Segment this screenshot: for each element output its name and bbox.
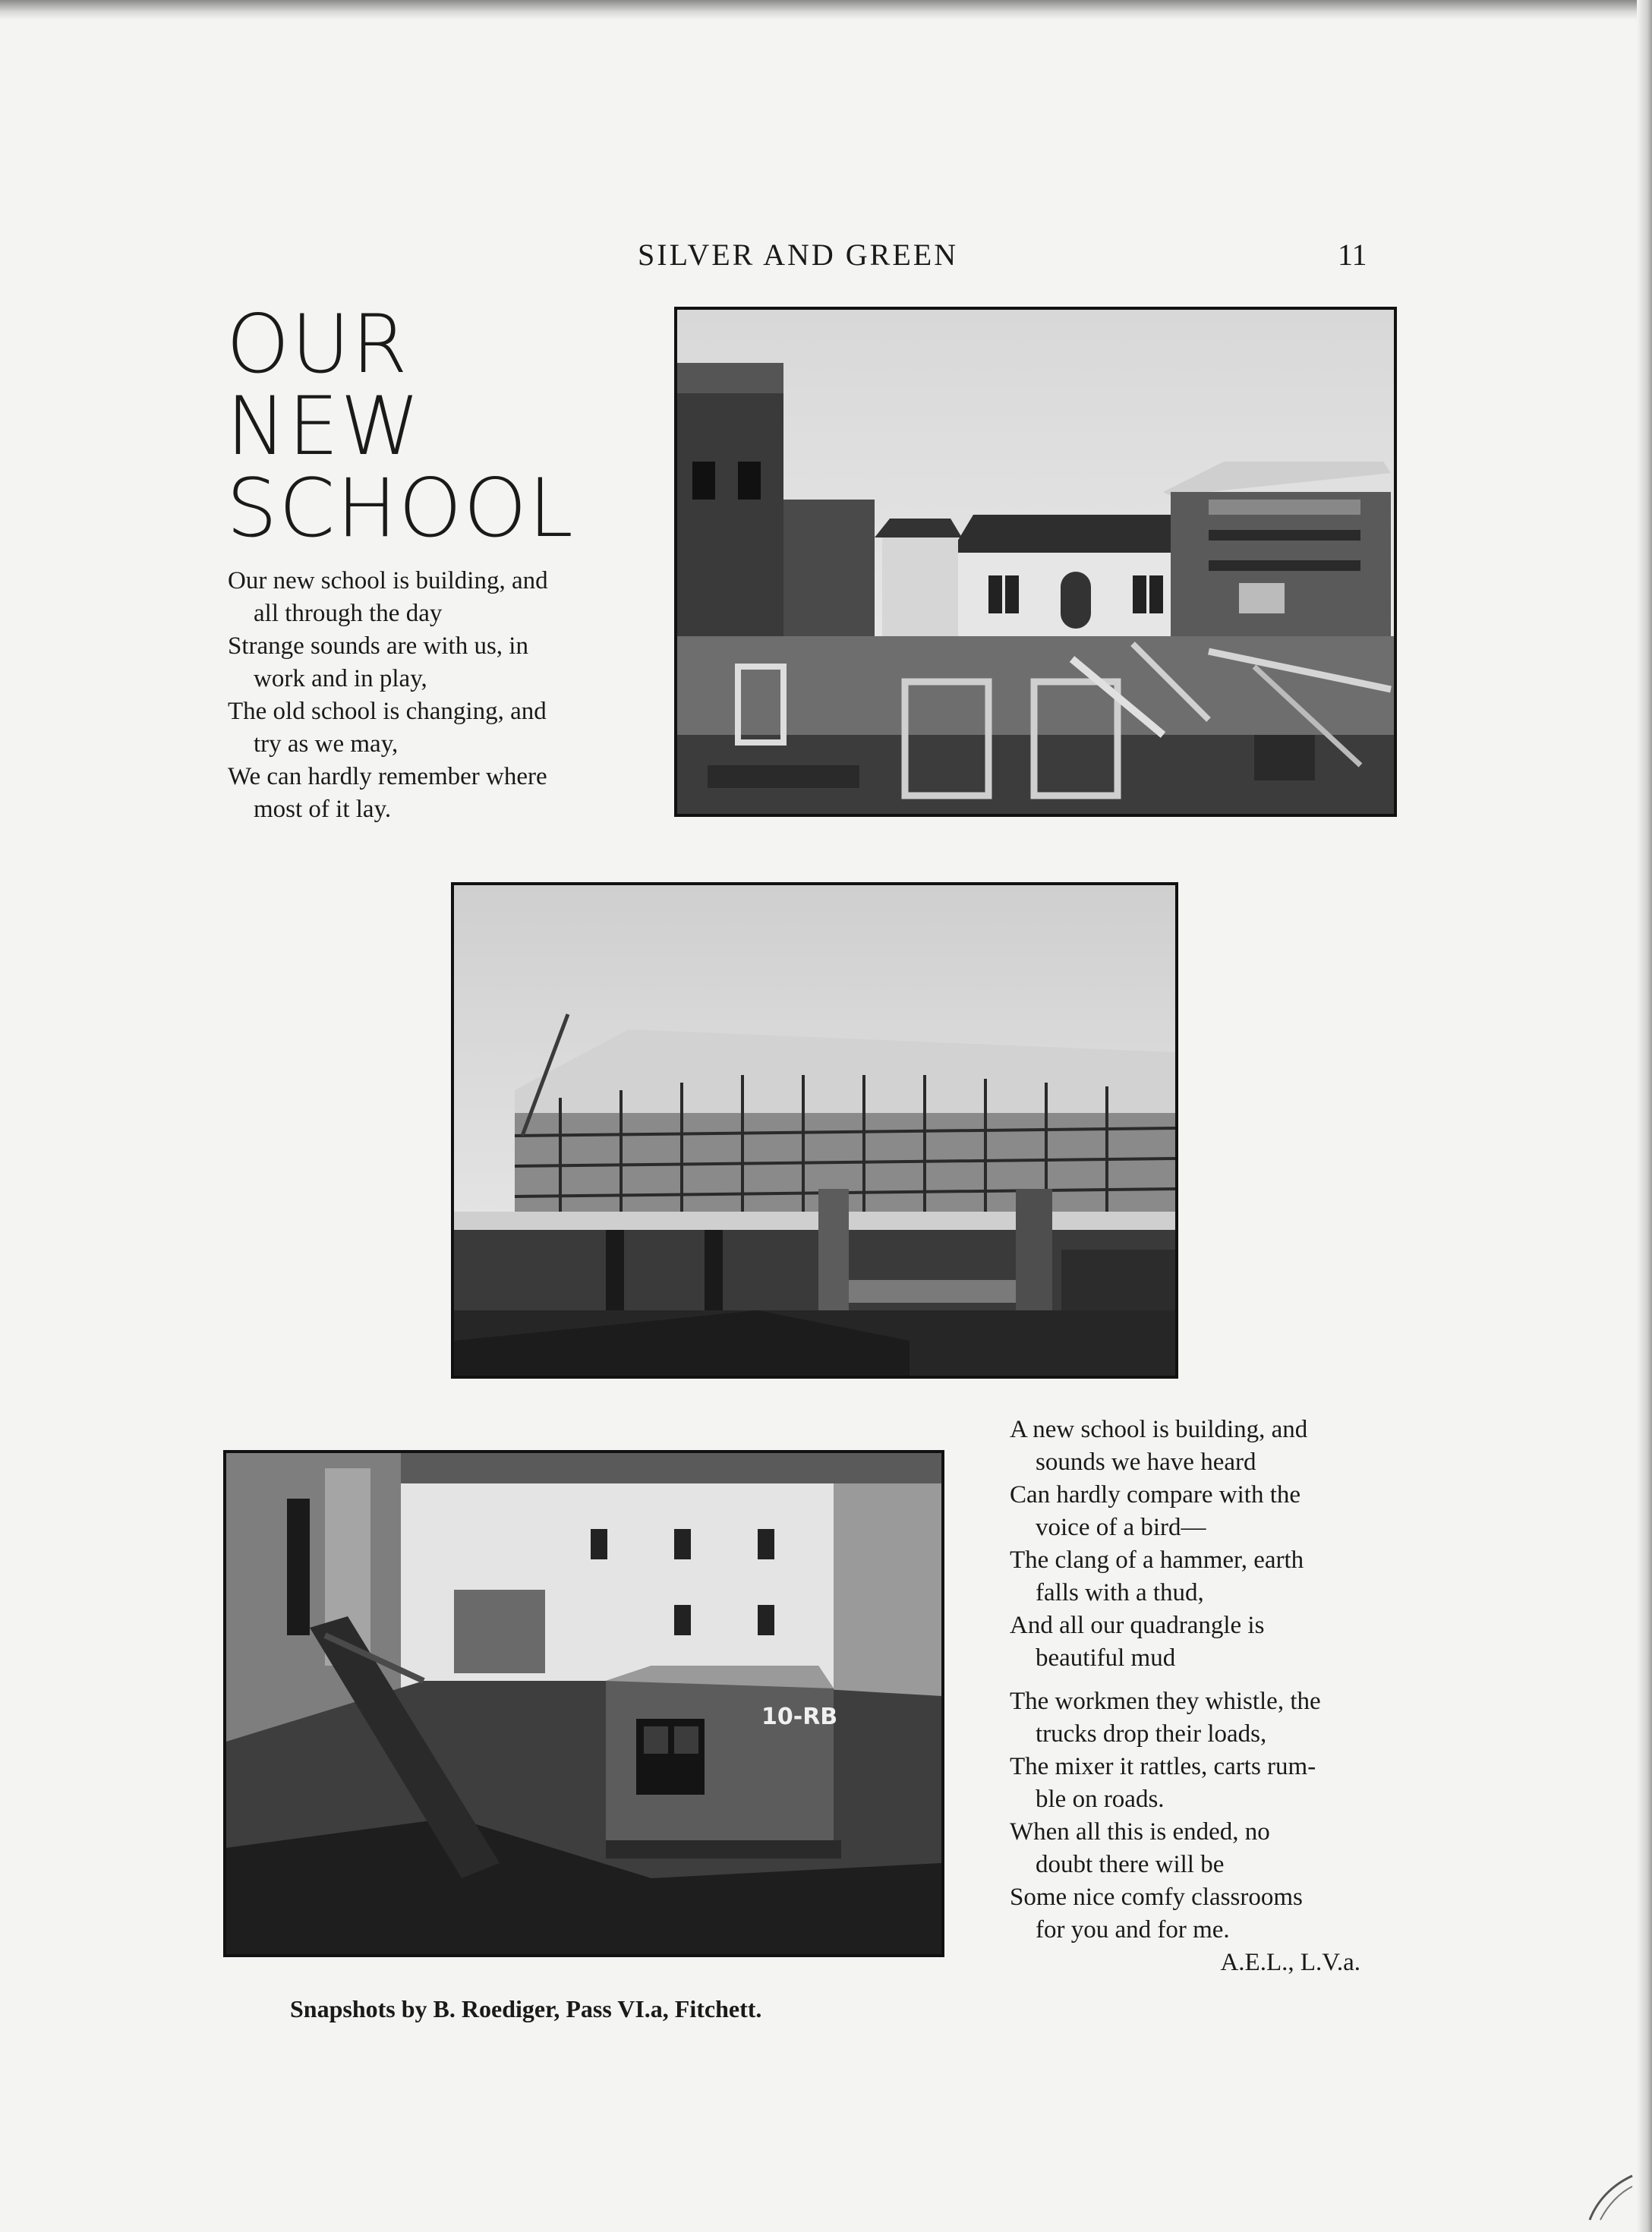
- poem-line: We can hardly remember where: [228, 763, 547, 790]
- title-line-2: NEW: [226, 380, 422, 473]
- poem-line: The old school is changing, and: [228, 698, 547, 725]
- poem-line: A new school is building, and: [1010, 1416, 1308, 1443]
- poem-line: Some nice comfy classrooms: [1010, 1884, 1303, 1911]
- poem-line: ble on roads.: [1036, 1786, 1165, 1813]
- photo-excavator-image: [226, 1453, 941, 1954]
- poem-line: most of it lay.: [254, 796, 392, 823]
- title-line-3: SCHOOL: [226, 462, 575, 555]
- photo-old-school-buildings-image: [677, 310, 1394, 814]
- scan-right-edge: [1637, 0, 1652, 2232]
- poem-line: The workmen they whistle, the: [1010, 1688, 1321, 1715]
- poem-line: beautiful mud: [1036, 1644, 1176, 1672]
- poem-line: And all our quadrangle is: [1010, 1612, 1265, 1639]
- poem-line: When all this is ended, no: [1010, 1818, 1270, 1846]
- poem-line: sounds we have heard: [1036, 1449, 1256, 1476]
- poem-line: falls with a thud,: [1036, 1579, 1204, 1606]
- photo-credit-caption: Snapshots by B. Roediger, Pass VI.a, Fitchett.: [290, 1995, 762, 2022]
- poem-line: voice of a bird—: [1036, 1514, 1206, 1541]
- poem-line: doubt there will be: [1036, 1851, 1225, 1878]
- poem-line: try as we may,: [254, 730, 399, 758]
- stanza-gap: [1010, 1675, 1389, 1685]
- page-number: 11: [1338, 238, 1367, 272]
- poem-line: all through the day: [254, 600, 443, 627]
- poem-line: for you and for me.: [1036, 1916, 1230, 1944]
- running-title: SILVER AND GREEN: [638, 238, 959, 272]
- poem-first: [228, 565, 615, 826]
- photo-old-school-buildings: [674, 307, 1397, 817]
- photo-construction-scaffolding: [451, 882, 1178, 1379]
- photo-excavator: [223, 1450, 944, 1957]
- title-line-1: OUR: [226, 298, 409, 391]
- scan-top-edge: [0, 0, 1652, 20]
- poem-line: Can hardly compare with the: [1010, 1481, 1301, 1508]
- poem-line: The mixer it rattles, carts rum-: [1010, 1753, 1316, 1780]
- excavator-cab-label: 10-RB: [761, 1704, 838, 1730]
- poem-line: work and in play,: [254, 665, 427, 692]
- photo-construction-scaffolding-image: [454, 885, 1175, 1376]
- poem-line: Our new school is building, and: [228, 567, 548, 594]
- poem-signature: A.E.L., L.V.a.: [1220, 1949, 1360, 1976]
- poem-line: The clang of a hammer, earth: [1010, 1546, 1304, 1574]
- poem-line: trucks drop their loads,: [1036, 1720, 1267, 1748]
- page-curl-mark: [1582, 2170, 1635, 2223]
- article-title: [226, 298, 575, 555]
- poem-line: Strange sounds are with us, in: [228, 632, 528, 660]
- poem-second: [1010, 1414, 1389, 1979]
